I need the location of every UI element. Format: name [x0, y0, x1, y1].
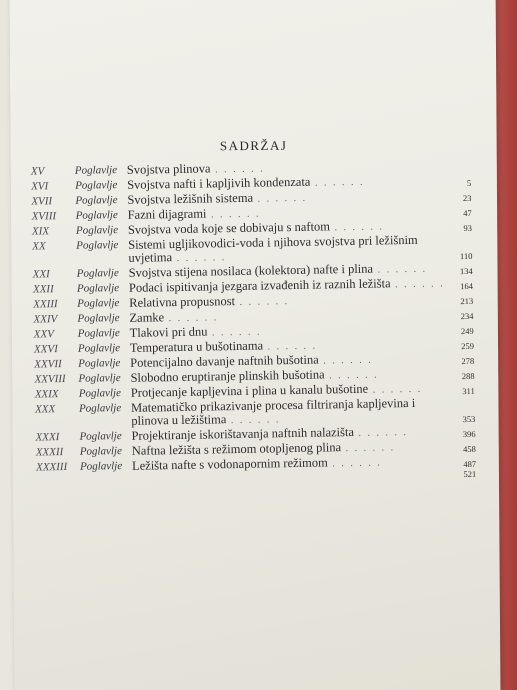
leader-dots: . . . . . . — [226, 414, 281, 427]
chapter-title: Matematičko prikazivanje procesa filtriranja kapljevina i plinova u ležištima . . . . . . — [130, 395, 416, 428]
leader-dots: . . . . . . — [324, 369, 379, 382]
leader-dots: . . . . . . — [210, 163, 265, 176]
leader-dots: . . . . . . — [368, 383, 423, 396]
table-of-contents — [31, 158, 477, 487]
chapter-title: Slobodno eruptiranje plinskih bušotina . . . . . . — [130, 367, 379, 385]
chapter-title: Protjecanje kapljevina i plina u kanalu bušotine . . . . . . — [130, 381, 423, 400]
chapter-title: Relativna propusnost . . . . . . — [129, 294, 290, 310]
chapter-number: XVII — [31, 195, 53, 208]
chapter-label: Poglavlje — [77, 312, 120, 325]
page-heading: SADRŽAJ — [219, 137, 288, 154]
page-number: 5 — [466, 177, 472, 188]
chapter-number: XXX — [34, 403, 56, 416]
leader-dots: . . . . . . — [310, 176, 365, 189]
page-number: 134 — [459, 265, 473, 277]
page-number: 458 — [462, 443, 476, 455]
page-number: 93 — [463, 222, 473, 234]
chapter-title: Potencijalno davanje naftnih bušotina . . . . . . — [130, 352, 373, 370]
leader-dots: . . . . . . — [318, 354, 373, 367]
chapter-number: XXVIII — [34, 372, 66, 386]
leader-dots: . . . . . . — [252, 192, 308, 205]
chapter-label: Poglavlje — [75, 209, 118, 222]
chapter-label: Poglavlje — [75, 194, 118, 207]
chapter-number: XV — [30, 165, 45, 178]
chapter-number: XXXI — [35, 431, 60, 444]
chapter-title: Podaci ispitivanja jezgara izvađenih iz raznih ležišta . . . . . . — [128, 276, 445, 295]
page-number: 288 — [461, 370, 475, 382]
chapter-title: Svojstva stijena nosilaca (kolektora) nafte i plina . . . . . . — [128, 261, 428, 280]
chapter-title: Svojstva plinova . . . . . . — [126, 161, 265, 177]
chapter-number: XXVII — [34, 358, 62, 371]
page-number: 353 — [462, 413, 476, 425]
chapter-label: Poglavlje — [78, 402, 122, 415]
chapter-label: Poglavlje — [79, 460, 123, 473]
chapter-number: XXI — [32, 268, 50, 281]
chapter-title: Zamke . . . . . . — [129, 310, 219, 325]
chapter-title: Fazni dijagrami . . . . . . — [127, 206, 261, 222]
chapter-title: Svojstva nafti i kapljivih kondenzata . . . . . . — [127, 174, 365, 192]
chapter-title: Ležišta nafte s vodonapornim režimom . . . . . . — [131, 455, 382, 473]
chapter-number: XVI — [31, 180, 49, 193]
leader-dots: . . . . . . — [262, 340, 318, 353]
chapter-number: XX — [32, 240, 46, 253]
chapter-label: Poglavlje — [75, 224, 119, 237]
leader-dots: . . . . . . — [172, 252, 227, 265]
chapter-title: Svojstva voda koje se dobivaju s naftom . . . . . . — [127, 219, 385, 237]
chapter-label: Poglavlje — [76, 267, 119, 280]
chapter-title: Temperatura u bušotinama . . . . . . — [129, 338, 318, 355]
chapter-label: Poglavlje — [79, 445, 123, 458]
chapter-title: Projektiranje iskorištavanja naftnih nalazišta . . . . . . — [131, 424, 409, 443]
chapter-label: Poglavlje — [76, 239, 119, 252]
chapter-number: XXV — [33, 328, 54, 341]
page-number: 234 — [460, 310, 474, 322]
chapter-number: XXXII — [35, 446, 64, 459]
chapter-title: Tlakovi pri dnu . . . . . . — [129, 324, 262, 340]
page-number: 213 — [460, 295, 474, 307]
chapter-title: Naftna ležišta s režimom otopljenog plina . . . . . . — [131, 440, 396, 458]
page-number: 23 — [462, 192, 472, 204]
leader-dots: . . . . . . — [207, 326, 262, 339]
leader-dots: . . . . . . — [340, 442, 396, 455]
page-number: 311 — [462, 385, 475, 397]
leader-dots: . . . . . . — [206, 208, 261, 221]
leader-dots: . . . . . . — [164, 312, 219, 325]
leader-dots: . . . . . . — [327, 457, 382, 470]
chapter-number: XVIII — [31, 210, 57, 223]
chapter-number: XXXIII — [35, 460, 68, 474]
page-number: 259 — [461, 340, 475, 352]
chapter-number: XXIV — [33, 313, 58, 326]
chapter-number — [36, 476, 80, 477]
chapter-label: Poglavlje — [77, 297, 120, 310]
page-number: 278 — [461, 355, 475, 367]
chapter-label: Poglavlje — [77, 327, 120, 340]
leader-dots: . . . . . . — [390, 278, 445, 291]
page-number: 396 — [462, 428, 476, 440]
chapter-number: XXIII — [33, 298, 58, 311]
chapter-label: Poglavlje — [74, 164, 118, 177]
chapter-label: Poglavlje — [78, 357, 121, 370]
chapter-label: Poglavlje — [77, 342, 121, 355]
chapter-label: Poglavlje — [78, 372, 121, 385]
chapter-label: Poglavlje — [79, 430, 122, 443]
chapter-label: Poglavlje — [76, 282, 120, 295]
chapter-label: Poglavlje — [75, 179, 118, 192]
chapter-title: Sistemi ugljikovodici-voda i njihova svojstva pri ležišnim uvjetima . . . . . . — [128, 232, 418, 265]
page-number: 249 — [460, 325, 474, 337]
leader-dots: . . . . . . — [353, 427, 409, 439]
chapter-number: XXIX — [34, 388, 59, 401]
page-number: 110 — [459, 250, 473, 262]
leader-dots: . . . . . . — [234, 296, 290, 309]
page-number: 521 — [463, 468, 477, 480]
page-number: 487 — [463, 458, 477, 470]
chapter-number: XXII — [32, 283, 54, 296]
book-page — [10, 0, 501, 690]
page-number: 47 — [463, 207, 472, 219]
chapter-title: Svojstva ležišnih sistema . . . . . . — [127, 190, 308, 207]
chapter-label: Poglavlje — [78, 387, 122, 400]
page-number: 164 — [460, 280, 474, 292]
chapter-label — [80, 475, 132, 476]
leader-dots: . . . . . . — [372, 263, 428, 276]
chapter-number: XIX — [31, 225, 50, 238]
leader-dots: . . . . . . — [329, 221, 385, 234]
chapter-number: XXVI — [33, 343, 58, 356]
